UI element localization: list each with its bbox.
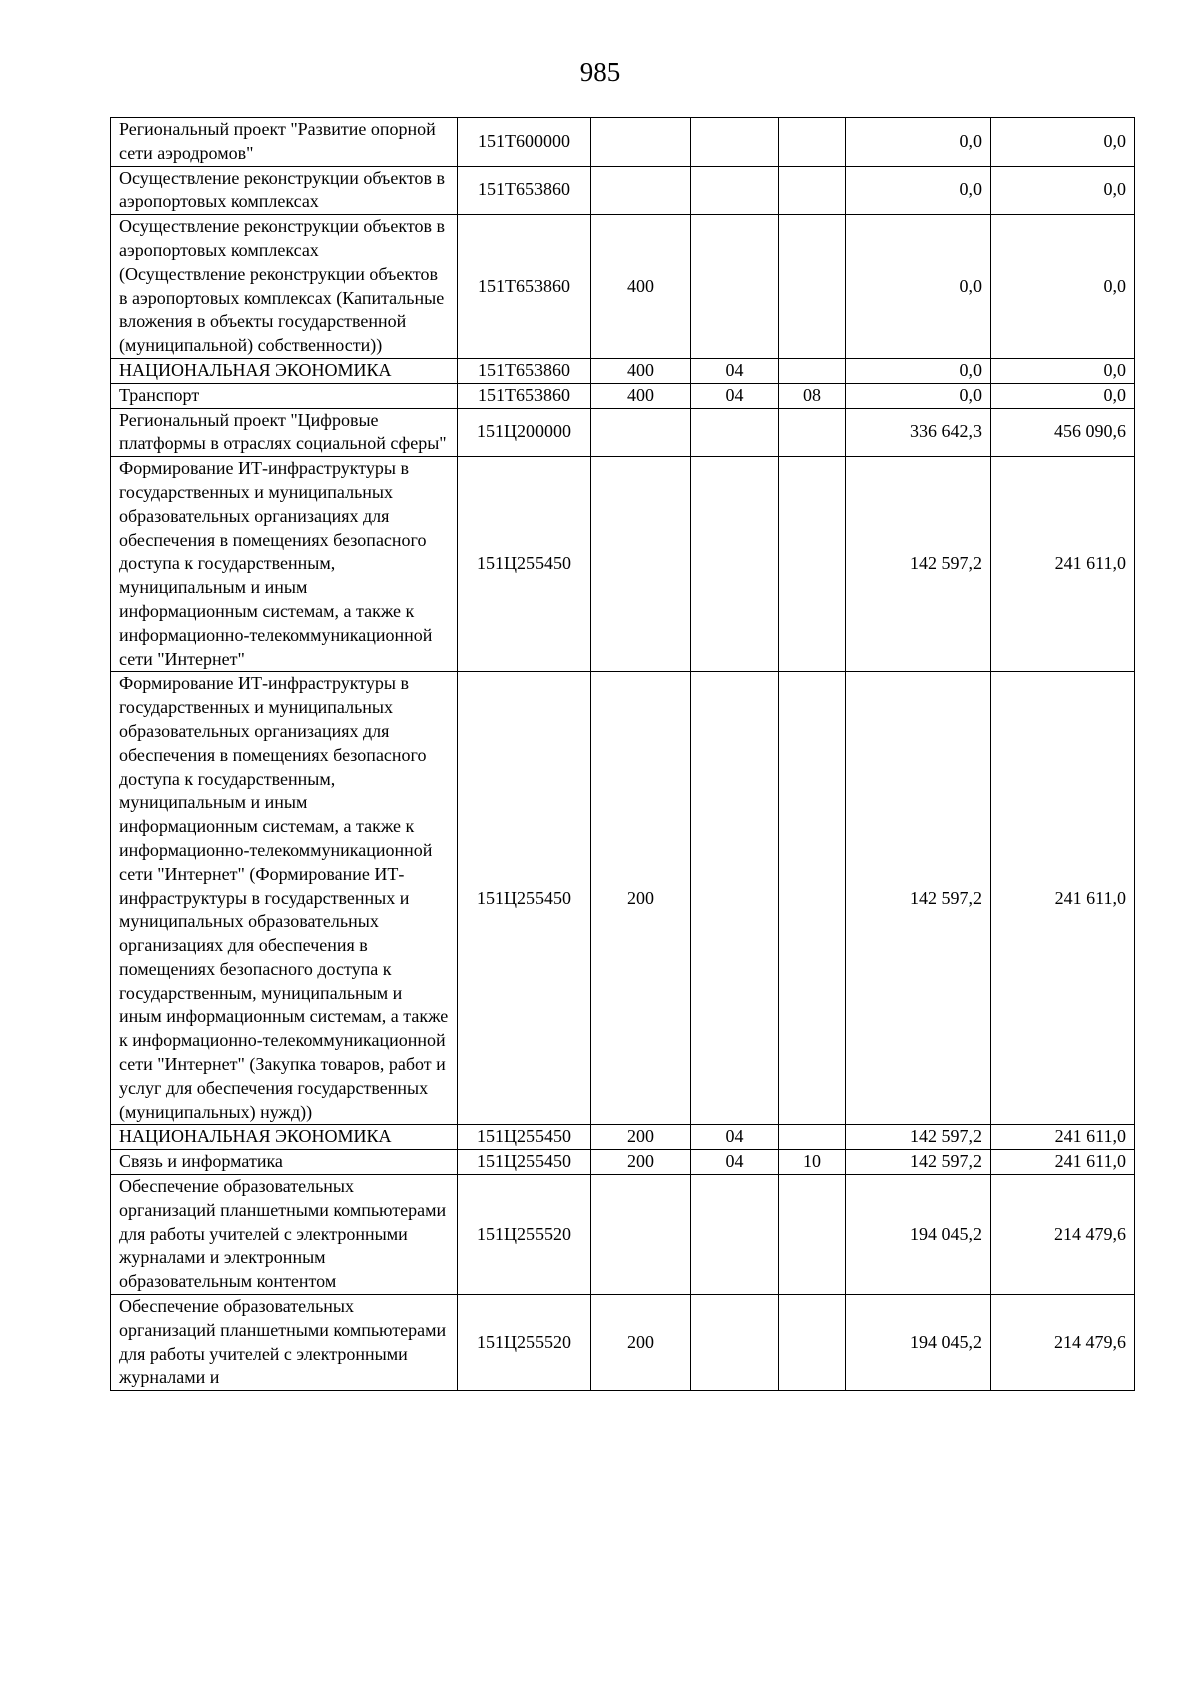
table-row <box>111 1125 1135 1150</box>
amount-first-year-cell: 194 045,2 <box>846 1295 991 1391</box>
amount-second-year-cell: 214 479,6 <box>991 1295 1135 1391</box>
section-code-cell <box>691 166 779 215</box>
budget-table <box>110 117 1135 1391</box>
section-code-cell <box>691 672 779 1125</box>
expense-type-code-cell: 200 <box>591 1125 691 1150</box>
row-name-cell: Региональный проект "Развитие опорной сети аэродромов" <box>111 118 458 167</box>
amount-first-year-cell: 0,0 <box>846 383 991 408</box>
amount-first-year-cell: 142 597,2 <box>846 672 991 1125</box>
subsection-code-cell <box>779 358 846 383</box>
section-code-cell: 04 <box>691 1150 779 1175</box>
amount-second-year-cell: 0,0 <box>991 118 1135 167</box>
amount-first-year-cell: 0,0 <box>846 215 991 359</box>
target-article-code-cell: 151Т653860 <box>458 358 591 383</box>
row-name-cell: Обеспечение образовательных организаций планшетными компьютерами для работы учителей с электронными журналами и <box>111 1295 458 1391</box>
table-row <box>111 408 1135 457</box>
budget-table-body <box>111 118 1135 1391</box>
subsection-code-cell <box>779 118 846 167</box>
target-article-code-cell: 151Ц255450 <box>458 672 591 1125</box>
expense-type-code-cell <box>591 1175 691 1295</box>
amount-second-year-cell: 456 090,6 <box>991 408 1135 457</box>
expense-type-code-cell: 200 <box>591 1295 691 1391</box>
expense-type-code-cell: 200 <box>591 1150 691 1175</box>
table-row <box>111 457 1135 672</box>
subsection-code-cell <box>779 166 846 215</box>
subsection-code-cell <box>779 1295 846 1391</box>
row-name-cell: Осуществление реконструкции объектов в аэропортовых комплексах <box>111 166 458 215</box>
amount-first-year-cell: 0,0 <box>846 358 991 383</box>
row-name-cell: НАЦИОНАЛЬНАЯ ЭКОНОМИКА <box>111 358 458 383</box>
row-name-cell: Обеспечение образовательных организаций планшетными компьютерами для работы учителей с электронными журналами и электронным образовательным контентом <box>111 1175 458 1295</box>
section-code-cell <box>691 1295 779 1391</box>
expense-type-code-cell: 400 <box>591 358 691 383</box>
expense-type-code-cell <box>591 118 691 167</box>
amount-first-year-cell: 0,0 <box>846 166 991 215</box>
section-code-cell: 04 <box>691 358 779 383</box>
subsection-code-cell: 08 <box>779 383 846 408</box>
row-name-cell: Региональный проект "Цифровые платформы в отраслях социальной сферы" <box>111 408 458 457</box>
row-name-cell: Связь и информатика <box>111 1150 458 1175</box>
subsection-code-cell: 10 <box>779 1150 846 1175</box>
expense-type-code-cell <box>591 166 691 215</box>
amount-second-year-cell: 0,0 <box>991 166 1135 215</box>
amount-second-year-cell: 241 611,0 <box>991 457 1135 672</box>
section-code-cell <box>691 1175 779 1295</box>
target-article-code-cell: 151Ц255520 <box>458 1295 591 1391</box>
amount-first-year-cell: 194 045,2 <box>846 1175 991 1295</box>
row-name-cell: Формирование ИТ-инфраструктуры в государственных и муниципальных образовательных организациях для обеспечения в помещениях безопасного доступа к государственным, муниципальным и иным информационным системам, а также к информационно-телекоммуникационной сети "Интернет" <box>111 457 458 672</box>
subsection-code-cell <box>779 457 846 672</box>
page-number: 985 <box>579 57 621 87</box>
row-name-cell: НАЦИОНАЛЬНАЯ ЭКОНОМИКА <box>111 1125 458 1150</box>
row-name-cell: Формирование ИТ-инфраструктуры в государственных и муниципальных образовательных организациях для обеспечения в помещениях безопасного доступа к государственным, муниципальным и иным информационным системам, а также к информационно-телекоммуникационной сети "Интернет" (Формирование ИТ-инфраструктуры в государственных и муниципальных образовательных организациях для обеспечения в помещениях безопасного доступа к государственным, муниципальным и иным информационным системам, а также к информационно-телекоммуникационной сети "Интернет" (Закупка товаров, работ и услуг для обеспечения государственных (муниципальных) нужд)) <box>111 672 458 1125</box>
amount-first-year-cell: 142 597,2 <box>846 457 991 672</box>
table-row <box>111 358 1135 383</box>
amount-second-year-cell: 0,0 <box>991 383 1135 408</box>
target-article-code-cell: 151Т600000 <box>458 118 591 167</box>
subsection-code-cell <box>779 1175 846 1295</box>
subsection-code-cell <box>779 408 846 457</box>
row-name-cell: Осуществление реконструкции объектов в аэропортовых комплексах (Осуществление реконструкции объектов в аэропортовых комплексах (Капитальные вложения в объекты государственной (муниципальной) собственности)) <box>111 215 458 359</box>
table-row <box>111 1150 1135 1175</box>
table-row <box>111 383 1135 408</box>
amount-second-year-cell: 0,0 <box>991 358 1135 383</box>
section-code-cell: 04 <box>691 383 779 408</box>
target-article-code-cell: 151Т653860 <box>458 215 591 359</box>
expense-type-code-cell: 400 <box>591 215 691 359</box>
amount-first-year-cell: 336 642,3 <box>846 408 991 457</box>
target-article-code-cell: 151Т653860 <box>458 383 591 408</box>
section-code-cell <box>691 408 779 457</box>
expense-type-code-cell: 200 <box>591 672 691 1125</box>
target-article-code-cell: 151Т653860 <box>458 166 591 215</box>
section-code-cell <box>691 118 779 167</box>
expense-type-code-cell <box>591 408 691 457</box>
table-row <box>111 1295 1135 1391</box>
table-row <box>111 215 1135 359</box>
table-row <box>111 166 1135 215</box>
target-article-code-cell: 151Ц255450 <box>458 1150 591 1175</box>
amount-second-year-cell: 241 611,0 <box>991 1150 1135 1175</box>
amount-second-year-cell: 241 611,0 <box>991 1125 1135 1150</box>
expense-type-code-cell <box>591 457 691 672</box>
section-code-cell <box>691 457 779 672</box>
target-article-code-cell: 151Ц200000 <box>458 408 591 457</box>
amount-first-year-cell: 0,0 <box>846 118 991 167</box>
amount-second-year-cell: 214 479,6 <box>991 1175 1135 1295</box>
subsection-code-cell <box>779 672 846 1125</box>
expense-type-code-cell: 400 <box>591 383 691 408</box>
target-article-code-cell: 151Ц255450 <box>458 1125 591 1150</box>
row-name-cell: Транспорт <box>111 383 458 408</box>
amount-second-year-cell: 0,0 <box>991 215 1135 359</box>
amount-first-year-cell: 142 597,2 <box>846 1150 991 1175</box>
target-article-code-cell: 151Ц255520 <box>458 1175 591 1295</box>
table-row <box>111 672 1135 1125</box>
amount-first-year-cell: 142 597,2 <box>846 1125 991 1150</box>
section-code-cell: 04 <box>691 1125 779 1150</box>
amount-second-year-cell: 241 611,0 <box>991 672 1135 1125</box>
table-row <box>111 1175 1135 1295</box>
subsection-code-cell <box>779 1125 846 1150</box>
table-row <box>111 118 1135 167</box>
target-article-code-cell: 151Ц255450 <box>458 457 591 672</box>
section-code-cell <box>691 215 779 359</box>
subsection-code-cell <box>779 215 846 359</box>
